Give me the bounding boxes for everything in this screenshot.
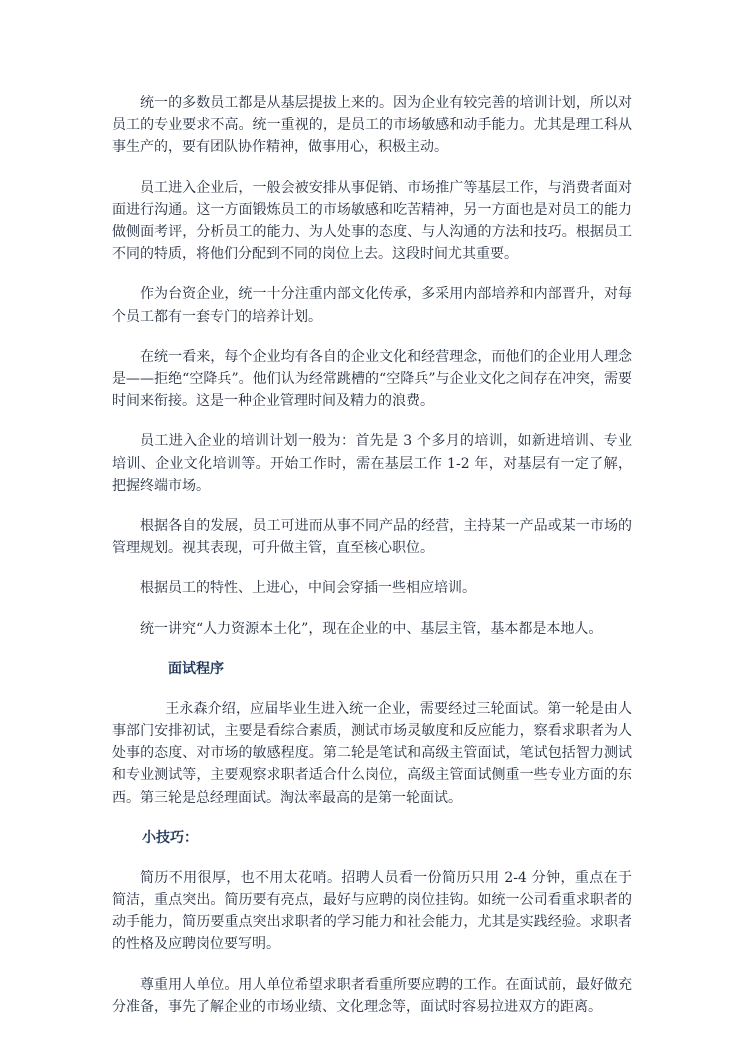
- paragraph-development: 根据各自的发展，员工可进而从事不同产品的经营，主持某一产品或某一市场的管理规划。视其表现，可升做主管，直至核心职位。: [112, 518, 632, 557]
- paragraph-localization: 统一讲究“人力资源本土化”，现在企业的中、基层主管，基本都是本地人。: [140, 620, 603, 637]
- paragraph-interview-rounds: 王永森介绍，应届毕业生进入统一企业，需要经过三轮面试。第一轮是由人事部门安排初试，主要是看综合素质，测试市场灵敏度和反应能力，察看求职者为人处事的态度、对市场的敏感程度。第二轮是笔试和高级主管面试，笔试包括智力测试和专业测试等，主要观察求职者适合什么岗位，高级主管面试侧重一些专业方面的东西。第三轮是总经理面试。淘汰率最高的是第一轮面试。: [112, 700, 632, 806]
- heading-tips: 小技巧：: [142, 829, 198, 846]
- paragraph-culture: 作为台资企业，统一十分注重内部文化传承，多采用内部培养和内部晋升，对每个员工都有一套专门的培养计划。: [112, 286, 632, 325]
- paragraph-training-plan: 员工进入企业的培训计划一般为：首先是 3 个多月的培训，如新进培训、专业培训、企业文化培训等。开始工作时，需在基层工作 1-2 年，对基层有一定了解，把握终端市场。: [112, 433, 632, 494]
- paragraph-extra-training: 根据员工的特性、上进心，中间会穿插一些相应培训。: [140, 580, 476, 597]
- paragraph-no-paratroopers: 在统一看来，每个企业均有各自的企业文化和经营理念，而他们的企业用人理念是——拒绝“空降兵”。他们认为经常跳槽的“空降兵”与企业文化之间存在冲突，需要时间来衔接。这是一种企业管理时间及精力的浪费。: [112, 348, 632, 410]
- heading-interview-process: 面试程序: [168, 660, 224, 677]
- document-page: [112, 92, 632, 1036]
- paragraph-onboarding: 员工进入企业后，一般会被安排从事促销、市场推广等基层工作，与消费者面对面进行沟通。这一方面锻炼员工的市场敏感和吃苦精神，另一方面也是对员工的能力做侧面考评，分析员工的能力、为人处事的态度、与人沟通的方法和技巧。根据员工不同的特质，将他们分配到不同的岗位上去。这段时间尤其重要。: [112, 179, 632, 263]
- paragraph-grassroots: 统一的多数员工都是从基层提拔上来的。因为企业有较完善的培训计划，所以对员工的专业要求不高。统一重视的，是员工的市场敏感和动手能力。尤其是理工科从事生产的，要有团队协作精神，做事用心，积极主动。: [112, 95, 632, 156]
- paragraph-resume-tip: 简历不用很厚，也不用太花哨。招聘人员看一份简历只用 2-4 分钟，重点在于简洁，重点突出。简历要有亮点，最好与应聘的岗位挂钩。如统一公司看重求职者的动手能力，简历要重点突出求职者的学习能力和社会能力，尤其是实践经验。求职者的性格及应聘岗位要写明。: [112, 869, 632, 953]
- paragraph-respect-employer-tip: 尊重用人单位。用人单位希望求职者看重所要应聘的工作。在面试前，最好做充分准备，事先了解企业的市场业绩、文化理念等，面试时容易拉进双方的距离。: [112, 976, 632, 1015]
